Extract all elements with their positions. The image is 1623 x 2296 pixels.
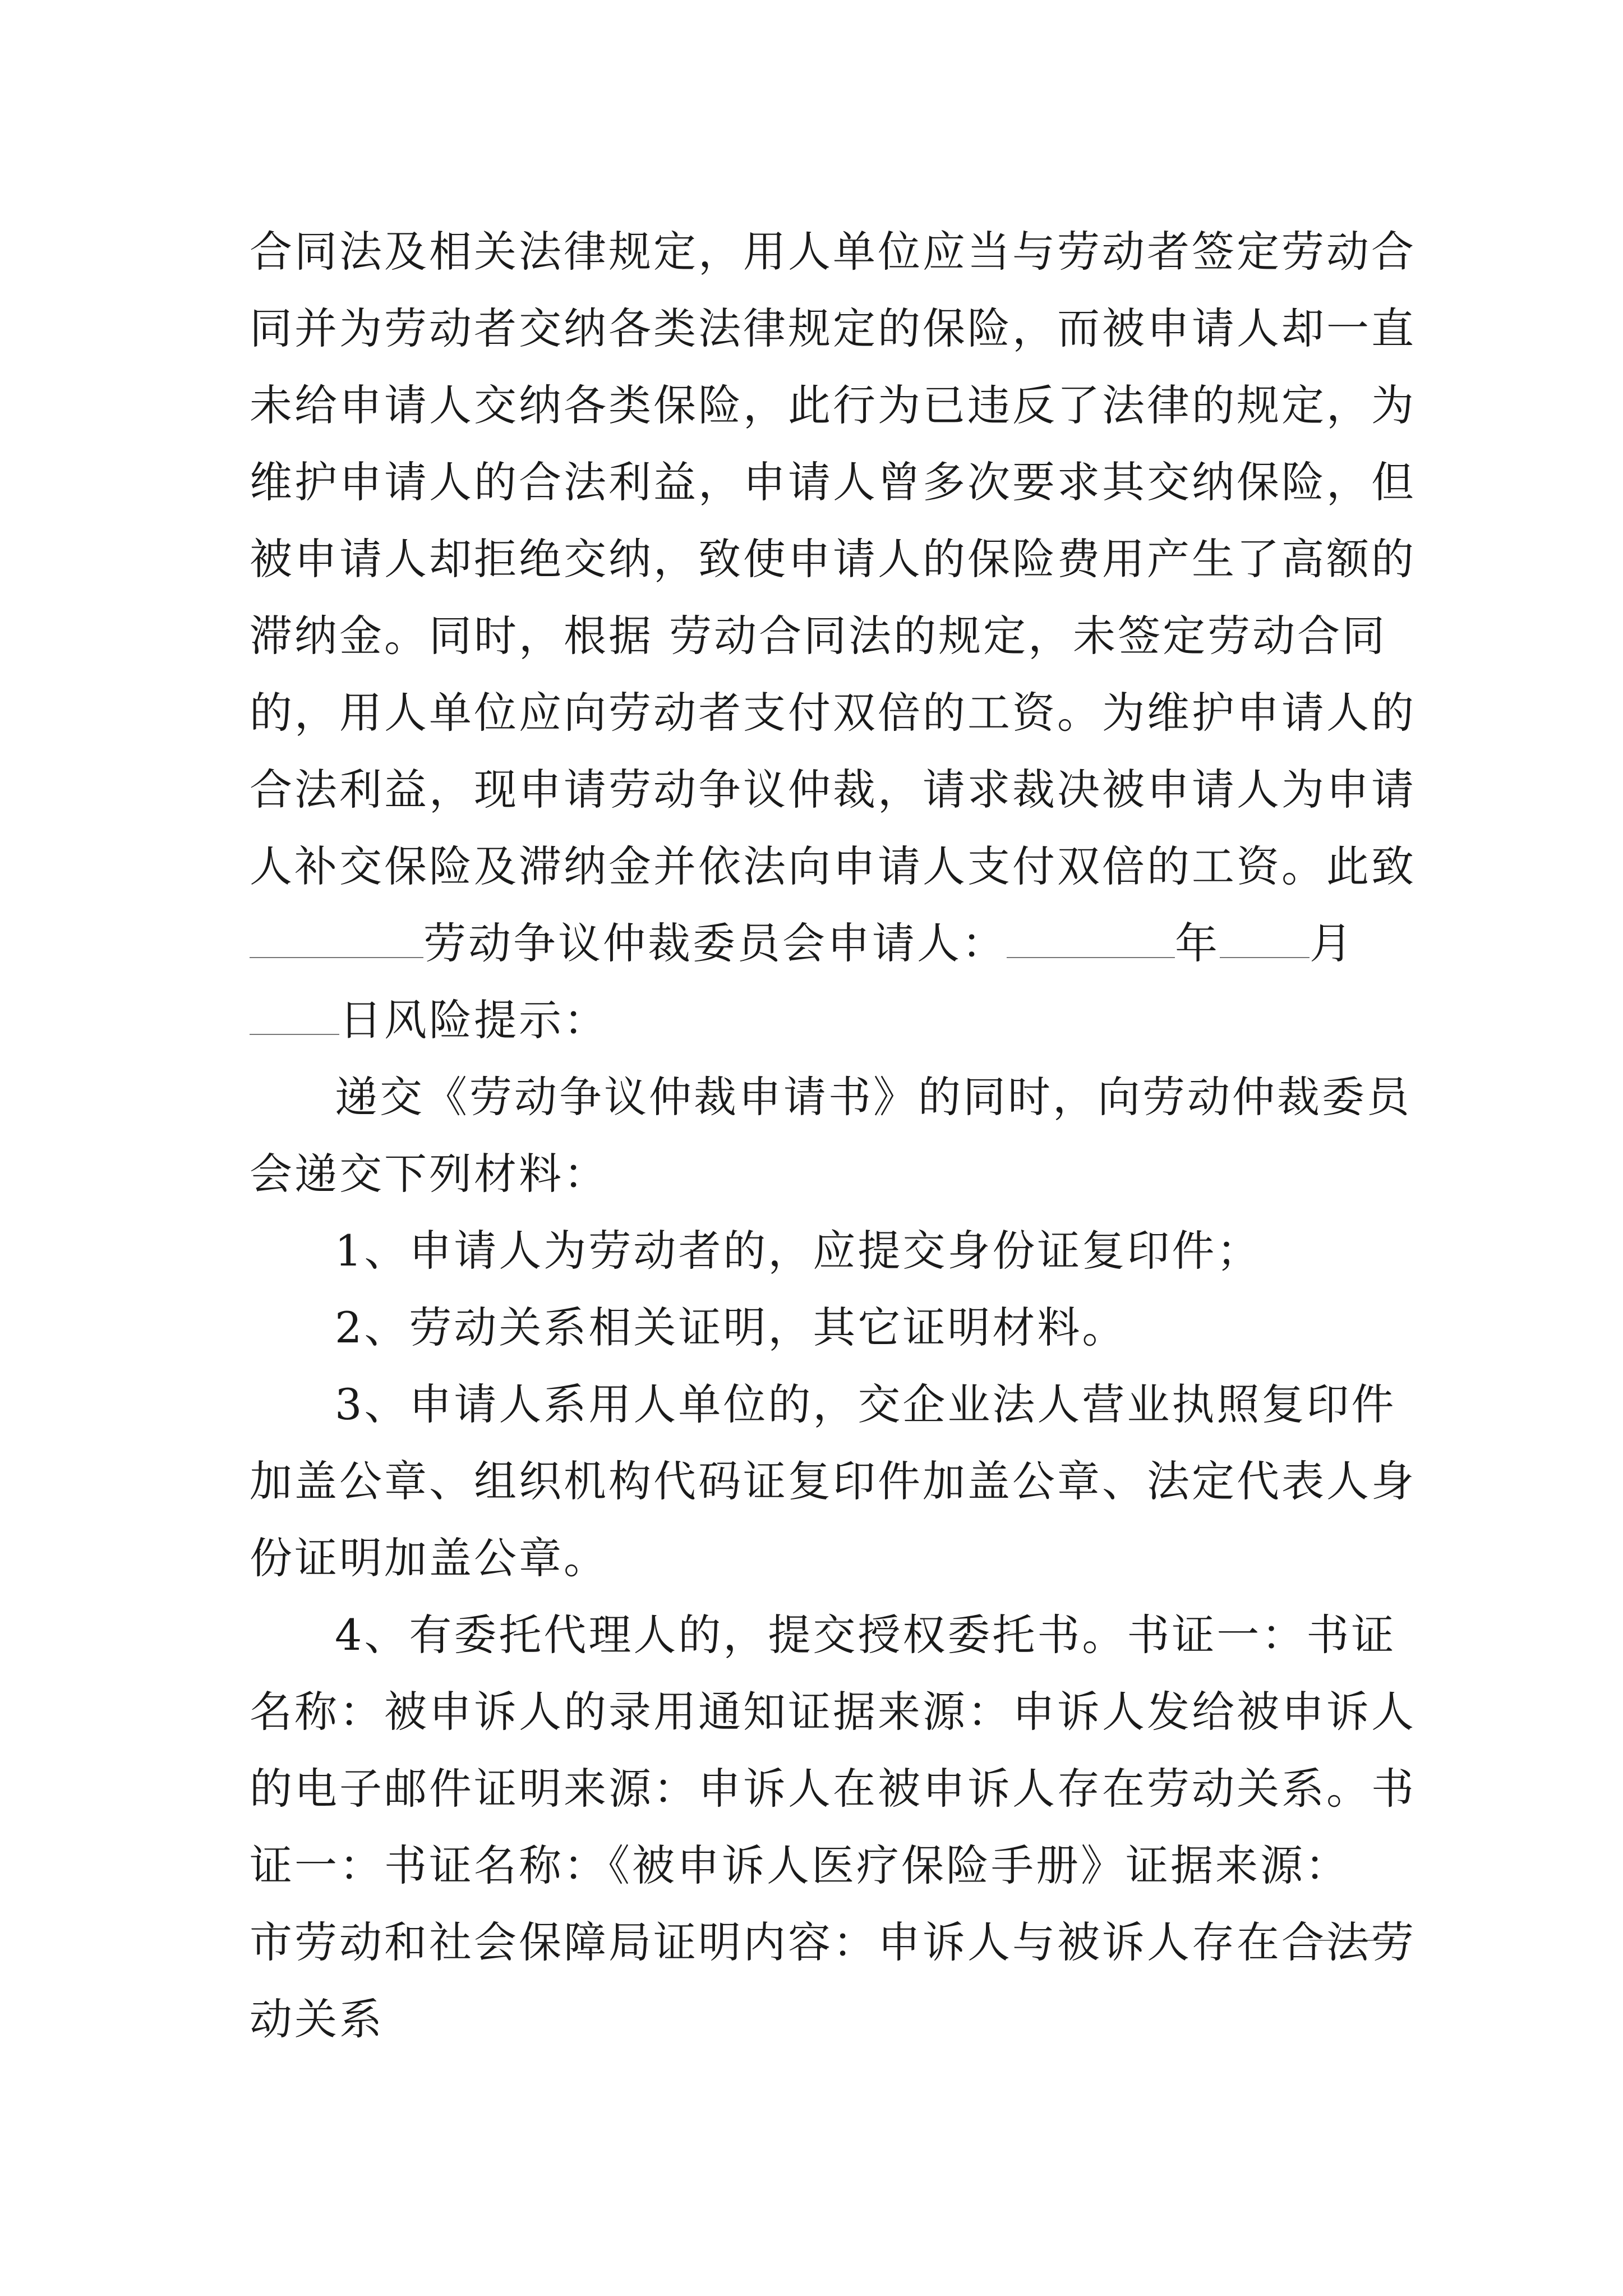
list-item: 1、申请人为劳动者的，应提交身份证复印件； [335,1226,1262,1276]
materials-intro: 会递交下列材料： [250,1149,608,1199]
day-line [250,982,1394,1059]
day-risk-text: 日风险提示： [339,995,608,1045]
document-page [250,213,1416,2058]
body-line: 的，用人单位应向劳动者支付双倍的工资。为维护申请人的 [250,688,1416,738]
evidence-source-text: 证一：书证名称：《被申诉人医疗保险手册》证据来源： [250,1841,1350,1890]
list-item-cont: 动关系 [250,1994,384,2044]
year-label: 年 [1175,918,1220,968]
list-item-cont [250,1827,1394,1904]
body-line: 同并为劳动者交纳各类法律规定的保险，而被申请人却一直 [250,303,1416,353]
body-line: 合同法及相关法律规定，用人单位应当与劳动者签定劳动合 [250,227,1416,277]
body-line: 滞纳金。同时，根据 劳动合同法的规定，未签定劳动合同 [250,611,1387,661]
list-item-cont: 的电子邮件证明来源：申诉人在被申诉人存在劳动关系。书 [250,1764,1416,1814]
applicant-blank[interactable] [1007,921,1175,958]
body-line: 合法利益，现申请劳动争议仲裁，请求裁决被申请人为申请 [250,765,1416,815]
body-line: 被申请人却拒绝交纳，致使申请人的保险费用产生了高额的 [250,534,1416,584]
list-item: 2、劳动关系相关证明，其它证明材料。 [335,1303,1127,1352]
list-item: 4、有委托代理人的，提交授权委托书。书证一：书证 [335,1610,1396,1660]
body-line: 人补交保险及滞纳金并依法向申请人支付双倍的工资。此致 [250,841,1416,891]
materials-intro: 递交《劳动争议仲裁申请书》的同时，向劳动仲裁委员 [335,1072,1412,1122]
month-blank[interactable] [1220,921,1310,958]
list-item: 3、申请人系用人单位的，交企业法人营业执照复印件 [335,1379,1396,1429]
body-line: 维护申请人的合法利益，申请人曾多次要求其交纳保险，但 [250,457,1416,507]
list-item-cont: 名称：被申诉人的录用通知证据来源：申诉人发给被申诉人 [250,1687,1416,1737]
committee-name-blank[interactable] [250,921,423,958]
committee-text: 劳动争议仲裁委员会申请人： [423,918,1007,968]
day-blank[interactable] [250,998,339,1035]
month-label: 月 [1310,918,1354,968]
list-item-cont: 份证明加盖公章。 [250,1533,608,1583]
committee-line [250,905,1394,982]
list-item-cont: 加盖公章、组织机构代码证复印件加盖公章、法定代表人身 [250,1456,1416,1506]
list-item-cont: 市劳动和社会保障局证明内容：申诉人与被诉人存在合法劳 [250,1917,1416,1967]
body-line: 未给申请人交纳各类保险，此行为已违反了法律的规定，为 [250,380,1416,430]
